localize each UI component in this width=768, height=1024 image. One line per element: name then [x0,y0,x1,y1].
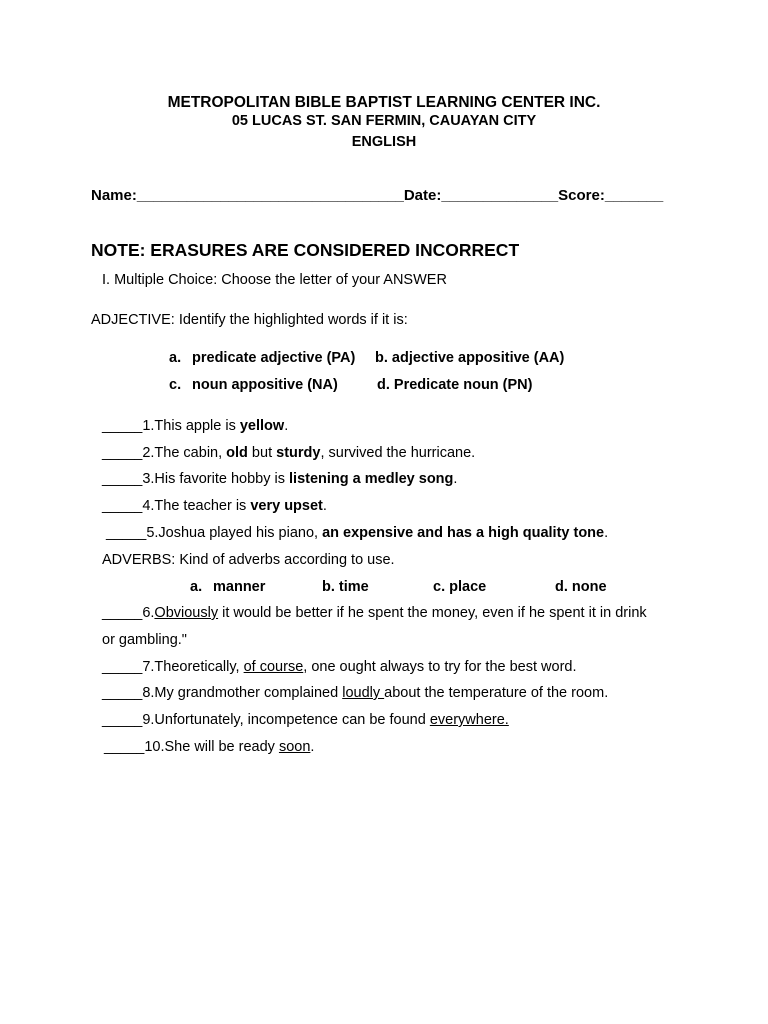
answer-blank[interactable]: _____ [106,525,147,541]
adjective-choice-c-letter: c. [169,377,182,393]
subject-title: ENGLISH [351,134,417,150]
answer-blank[interactable]: _____ [102,659,143,675]
underlined-word: loudly [342,685,385,701]
highlighted-word: very upset [250,498,323,514]
answer-blank[interactable]: _____ [102,445,143,461]
question-10: _____10.She will be ready soon. [104,739,315,755]
highlighted-word: sturdy [276,445,321,461]
school-name: METROPOLITAN BIBLE BAPTIST LEARNING CENTER INC. [167,94,601,111]
question-2: _____2.The cabin, old but sturdy, survived the hurricane. [102,445,476,461]
underlined-word: soon [278,739,311,755]
name-blank[interactable]: ________________________________ [136,187,404,204]
question-9: _____9.Unfortunately, incompetence can be found everywhere. [102,712,509,728]
question-7: _____7.Theoretically, of course, one ought always to try for the best word. [102,659,577,675]
question-4: _____4.The teacher is very upset. [102,498,327,514]
score-label: Score: [558,187,605,204]
adverbs-intro: ADVERBS: Kind of adverbs according to use. [102,552,395,568]
adjective-choice-c: noun appositive (NA) [192,377,338,393]
underlined-word: Obviously [154,605,219,621]
answer-blank[interactable]: _____ [104,739,145,755]
adverb-choice-c: c. place [433,579,487,595]
date-label: Date: [403,187,442,204]
erasure-note: NOTE: ERASURES ARE CONSIDERED INCORRECT [91,240,520,260]
adverb-choice-b: b. time [322,579,369,595]
question-3: _____3.His favorite hobby is listening a medley song. [102,471,458,487]
adverb-choice-a-letter: a. [190,579,203,595]
score-blank[interactable]: _______ [604,187,664,204]
highlighted-word: yellow [239,418,285,434]
adverb-choice-d: d. none [555,579,607,595]
question-6-continued: or gambling." [102,632,187,648]
question-6: _____6.Obviously it would be better if he spent the money, even if he spent it in drink [102,605,647,621]
answer-blank[interactable]: _____ [102,418,143,434]
answer-blank[interactable]: _____ [102,471,143,487]
underlined-word: everywhere. [429,712,509,728]
date-blank[interactable]: ______________ [441,187,559,204]
adjective-choice-a-letter: a. [169,350,182,366]
question-1: _____1.This apple is yellow. [102,418,289,434]
answer-blank[interactable]: _____ [102,685,143,701]
info-line [91,187,663,204]
adjective-choice-d: d. Predicate noun (PN) [377,377,533,393]
question-8: _____8.My grandmother complained loudly about the temperature of the room. [102,685,609,701]
underlined-word: of course [243,659,304,675]
highlighted-word: listening a medley song [289,471,454,487]
adjective-choice-b: b. adjective appositive (AA) [375,350,565,366]
question-5: _____5.Joshua played his piano, an expensive and has a high quality tone. [106,525,609,541]
answer-blank[interactable]: _____ [102,712,143,728]
answer-blank[interactable]: _____ [102,498,143,514]
answer-blank[interactable]: _____ [102,605,143,621]
adverb-choice-a: manner [213,579,266,595]
highlighted-word: old [226,445,248,461]
highlighted-word: an expensive and has a high quality tone [322,525,605,541]
instruction: I. Multiple Choice: Choose the letter of your ANSWER [102,272,447,288]
adjective-choice-a: predicate adjective (PA) [192,350,356,366]
adjective-intro: ADJECTIVE: Identify the highlighted words if it is: [91,312,408,328]
school-address: 05 LUCAS ST. SAN FERMIN, CAUAYAN CITY [231,113,537,129]
name-label: Name: [91,187,137,204]
